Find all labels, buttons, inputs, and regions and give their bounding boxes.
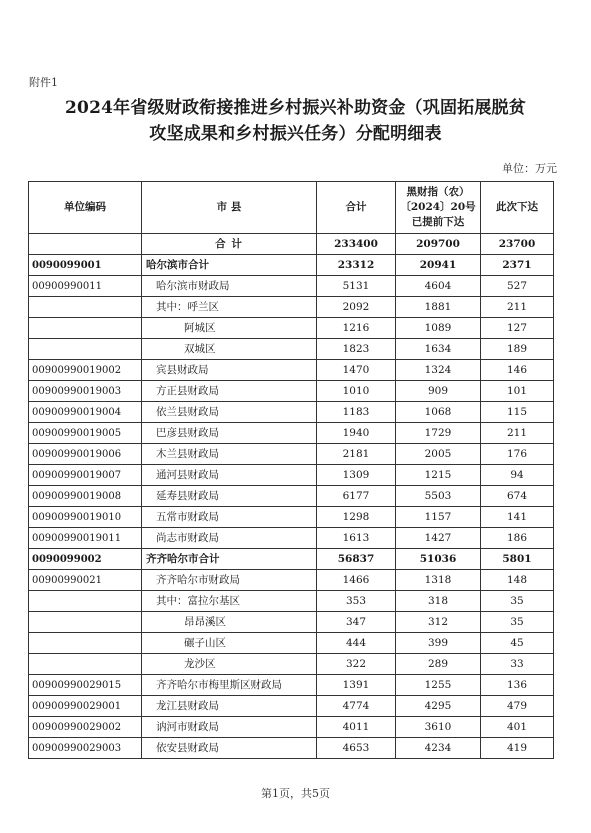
table-row (29, 297, 554, 318)
cell-city: 阿城区 (142, 318, 317, 339)
cell-issued: 1255 (396, 675, 481, 696)
cell-total: 23312 (317, 255, 396, 276)
cell-city: 双城区 (142, 339, 317, 360)
cell-issued: 51036 (396, 549, 481, 570)
cell-issued: 1089 (396, 318, 481, 339)
cell-current: 211 (481, 423, 554, 444)
cell-code: 00900990029015 (29, 675, 142, 696)
cell-city: 齐齐哈尔市梅里斯区财政局 (142, 675, 317, 696)
cell-issued: 209700 (396, 234, 481, 255)
table-row (29, 654, 554, 675)
cell-current: 23700 (481, 234, 554, 255)
table-row (29, 360, 554, 381)
cell-total: 6177 (317, 486, 396, 507)
cell-code (29, 591, 142, 612)
table-row (29, 444, 554, 465)
page-footer: 第1页，共5页 (261, 787, 330, 800)
table-row (29, 717, 554, 738)
cell-current: 401 (481, 717, 554, 738)
cell-code: 00900990021 (29, 570, 142, 591)
cell-city: 齐齐哈尔市财政局 (142, 570, 317, 591)
cell-current: 146 (481, 360, 554, 381)
cell-total: 1391 (317, 675, 396, 696)
cell-total: 1216 (317, 318, 396, 339)
cell-city: 五常市财政局 (142, 507, 317, 528)
cell-city: 龙沙区 (142, 654, 317, 675)
cell-total: 4653 (317, 738, 396, 759)
cell-issued: 5503 (396, 486, 481, 507)
cell-total: 1010 (317, 381, 396, 402)
cell-issued: 1068 (396, 402, 481, 423)
cell-code: 00900990019002 (29, 360, 142, 381)
cell-issued: 3610 (396, 717, 481, 738)
table-row (29, 507, 554, 528)
cell-code: 00900990019010 (29, 507, 142, 528)
cell-total: 353 (317, 591, 396, 612)
cell-code (29, 297, 142, 318)
table-row (29, 675, 554, 696)
cell-total: 1940 (317, 423, 396, 444)
cell-current: 479 (481, 696, 554, 717)
cell-current: 94 (481, 465, 554, 486)
cell-city: 通河县财政局 (142, 465, 317, 486)
cell-current: 148 (481, 570, 554, 591)
cell-city: 依兰县财政局 (142, 402, 317, 423)
cell-city: 讷河市财政局 (142, 717, 317, 738)
cell-city: 龙江县财政局 (142, 696, 317, 717)
cell-city: 尚志市财政局 (142, 528, 317, 549)
cell-city: 宾县财政局 (142, 360, 317, 381)
cell-current: 176 (481, 444, 554, 465)
cell-total: 1823 (317, 339, 396, 360)
cell-total: 444 (317, 633, 396, 654)
cell-code: 00900990029001 (29, 696, 142, 717)
cell-issued: 1729 (396, 423, 481, 444)
cell-total: 4774 (317, 696, 396, 717)
cell-issued: 2005 (396, 444, 481, 465)
table-row (29, 591, 554, 612)
cell-total: 5131 (317, 276, 396, 297)
cell-code (29, 339, 142, 360)
cell-current: 419 (481, 738, 554, 759)
cell-city: 哈尔滨市合计 (142, 255, 317, 276)
table-row (29, 318, 554, 339)
cell-issued: 1324 (396, 360, 481, 381)
cell-city: 巴彦县财政局 (142, 423, 317, 444)
cell-current: 35 (481, 591, 554, 612)
cell-issued: 1427 (396, 528, 481, 549)
cell-code: 0090099002 (29, 549, 142, 570)
cell-total: 322 (317, 654, 396, 675)
cell-issued: 399 (396, 633, 481, 654)
table-row (29, 738, 554, 759)
table-row (29, 465, 554, 486)
cell-code: 00900990029003 (29, 738, 142, 759)
table-row (29, 423, 554, 444)
cell-total: 1470 (317, 360, 396, 381)
cell-issued: 4295 (396, 696, 481, 717)
cell-code (29, 612, 142, 633)
document-title-line-2: 攻坚成果和乡村振兴任务）分配明细表 (149, 124, 442, 144)
cell-current: 2371 (481, 255, 554, 276)
cell-current: 674 (481, 486, 554, 507)
attachment-label: 附件1 (29, 76, 58, 89)
cell-current: 189 (481, 339, 554, 360)
cell-issued: 1881 (396, 297, 481, 318)
cell-total: 1298 (317, 507, 396, 528)
table-row (29, 633, 554, 654)
table-row (29, 696, 554, 717)
cell-city: 其中：富拉尔基区 (142, 591, 317, 612)
table-row (29, 486, 554, 507)
cell-city: 合 计 (142, 234, 317, 255)
cell-issued: 1157 (396, 507, 481, 528)
cell-current: 141 (481, 507, 554, 528)
header-total: 合计 (317, 182, 396, 234)
cell-current: 136 (481, 675, 554, 696)
cell-issued: 312 (396, 612, 481, 633)
header-code: 单位编码 (29, 182, 142, 234)
header-city: 市 县 (142, 182, 317, 234)
cell-city: 其中：呼兰区 (142, 297, 317, 318)
cell-city: 哈尔滨市财政局 (142, 276, 317, 297)
header-issued: 黑财指（农）〔2024〕20号已提前下达 (396, 182, 481, 234)
cell-city: 齐齐哈尔市合计 (142, 549, 317, 570)
cell-city: 昂昂溪区 (142, 612, 317, 633)
cell-code: 00900990019005 (29, 423, 142, 444)
cell-issued: 318 (396, 591, 481, 612)
header-current: 此次下达 (481, 182, 554, 234)
cell-total: 2092 (317, 297, 396, 318)
unit-label: 单位：万元 (502, 162, 557, 175)
table-header-row (29, 182, 554, 234)
cell-current: 45 (481, 633, 554, 654)
cell-total: 1309 (317, 465, 396, 486)
cell-current: 211 (481, 297, 554, 318)
cell-city: 碾子山区 (142, 633, 317, 654)
cell-code: 00900990019004 (29, 402, 142, 423)
cell-code: 00900990019006 (29, 444, 142, 465)
cell-current: 33 (481, 654, 554, 675)
document-title-line-1: 2024年省级财政衔接推进乡村振兴补助资金（巩固拓展脱贫 (65, 98, 526, 118)
cell-city: 延寿县财政局 (142, 486, 317, 507)
cell-current: 101 (481, 381, 554, 402)
cell-code: 00900990019008 (29, 486, 142, 507)
cell-issued: 1318 (396, 570, 481, 591)
table-body (29, 234, 554, 759)
table-row (29, 339, 554, 360)
cell-total: 1466 (317, 570, 396, 591)
cell-code: 00900990019011 (29, 528, 142, 549)
cell-code: 00900990029002 (29, 717, 142, 738)
table-row (29, 276, 554, 297)
cell-current: 127 (481, 318, 554, 339)
cell-current: 186 (481, 528, 554, 549)
cell-current: 527 (481, 276, 554, 297)
cell-total: 347 (317, 612, 396, 633)
cell-city: 木兰县财政局 (142, 444, 317, 465)
cell-code (29, 654, 142, 675)
cell-issued: 289 (396, 654, 481, 675)
table-row (29, 402, 554, 423)
cell-city: 方正县财政局 (142, 381, 317, 402)
cell-code: 00900990011 (29, 276, 142, 297)
cell-issued: 20941 (396, 255, 481, 276)
table-row (29, 570, 554, 591)
cell-total: 2181 (317, 444, 396, 465)
table-row (29, 612, 554, 633)
cell-code (29, 633, 142, 654)
cell-current: 115 (481, 402, 554, 423)
cell-total: 1613 (317, 528, 396, 549)
table-row (29, 549, 554, 570)
cell-current: 5801 (481, 549, 554, 570)
cell-code: 0090099001 (29, 255, 142, 276)
cell-code: 00900990019007 (29, 465, 142, 486)
allocation-table (28, 181, 554, 759)
table-row (29, 255, 554, 276)
cell-issued: 1215 (396, 465, 481, 486)
cell-issued: 909 (396, 381, 481, 402)
cell-total: 233400 (317, 234, 396, 255)
table-row (29, 234, 554, 255)
cell-issued: 4234 (396, 738, 481, 759)
cell-total: 1183 (317, 402, 396, 423)
cell-issued: 1634 (396, 339, 481, 360)
cell-code (29, 318, 142, 339)
cell-current: 35 (481, 612, 554, 633)
cell-total: 56837 (317, 549, 396, 570)
cell-code (29, 234, 142, 255)
cell-total: 4011 (317, 717, 396, 738)
cell-code: 00900990019003 (29, 381, 142, 402)
cell-city: 依安县财政局 (142, 738, 317, 759)
table-row (29, 381, 554, 402)
cell-issued: 4604 (396, 276, 481, 297)
table-row (29, 528, 554, 549)
